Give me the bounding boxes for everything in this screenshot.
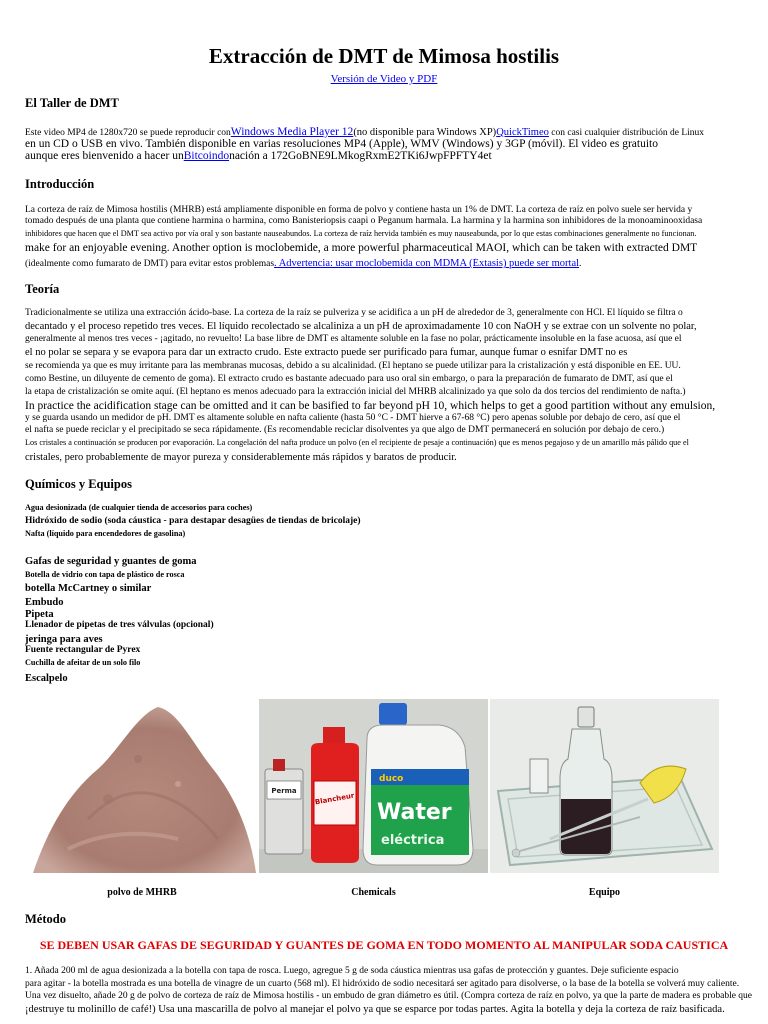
- taller-text: nación a 172GoBNE9LMkogRxmE2TKi6JwpFPFTY4et: [229, 150, 492, 162]
- equipment-photo: [490, 699, 719, 873]
- intro-line-2: tomado después de una planta que contiene harmina o harmina, como Banisteriopsis caapi o Peganum harmala. La harmina y la harmina son inhibidores de la monoaminooxidasa: [25, 216, 703, 226]
- taller-line-2: en un CD o USB en vivo. También disponible en varias resoluciones MP4 (Apple), WMV (Windows) y 3GP (móvil). El video es gratuito: [25, 138, 658, 150]
- quimicos-heading: Químicos y Equipos: [25, 477, 132, 491]
- video-pdf-link-wrap: [0, 73, 768, 85]
- list-item: Escalpelo: [25, 673, 68, 684]
- list-item: Llenador de pipetas de tres válvulas (opcional): [25, 620, 214, 630]
- caption-mhrb: polvo de MHRB: [107, 887, 177, 898]
- teoria-line: la etapa de cristalización se omite aquí. (El heptano es menos adecuado para la extracción inicial del MHRB alcalinizado ya que solo da dos tercios del rendimiento de nafta.): [25, 387, 686, 397]
- taller-text: aunque eres bienvenido a hacer un: [25, 150, 184, 162]
- teoria-line: Tradicionalmente se utiliza una extracción ácido-base. La corteza de la raíz se pulveriza y se acidifica a un pH de alrededor de 3, generalmente con HCl. El líquido se filtra o: [25, 308, 683, 318]
- teoria-line: Los cristales a continuación se producen por evaporación. La congelación del nafta produce un polvo (en el recipiente de pesaje a continuación) que es menos pegajoso y de un amarillo más pálido que el: [25, 438, 689, 447]
- taller-text: con casi cualquier distribución de Linux: [548, 128, 705, 138]
- metodo-line: Una vez disuelto, añade 20 g de polvo de corteza de raíz de Mimosa hostilis - un embudo de gran diámetro es útil. (Compra corteza de raíz en polvo, ya que la parte de madera es probable que: [25, 991, 753, 1001]
- metodo-heading: Método: [25, 912, 66, 926]
- teoria-line: como Bestine, un diluyente de cemento de goma). El extracto crudo es bastante adecuado para uso oral sin embargo, o para la preparación de fumarato de DMT, así que el: [25, 374, 673, 384]
- mhrb-powder-photo: [28, 699, 256, 873]
- equipment-image: [490, 699, 719, 873]
- list-item: Agua desionizada (de cualquier tienda de accesorios para coches): [25, 503, 253, 512]
- list-item: Cuchilla de afeitar de un solo filo: [25, 658, 141, 667]
- intro-line-5: [25, 258, 758, 270]
- taller-heading: El Taller de DMT: [25, 96, 119, 110]
- mhrb-powder-image: [28, 699, 256, 873]
- teoria-line: el no polar se separa y se evapora para dar un extracto crudo. Este extracto puede ser purificado para fumar, aunque fumar o esnifar DMT no es: [25, 347, 628, 358]
- windows-media-player-link[interactable]: Windows Media Player 12: [230, 126, 354, 138]
- list-item: Gafas de seguridad y guantes de goma: [25, 556, 197, 567]
- safety-warning: SE DEBEN USAR GAFAS DE SEGURIDAD Y GUANTES DE GOMA EN TODO MOMENTO AL MANIPULAR SODA CAUSTICA: [39, 938, 729, 952]
- list-item: Embudo: [25, 597, 64, 608]
- chem-can-label: Perma: [271, 787, 297, 795]
- chem-jug-brand: duco: [379, 774, 404, 784]
- taller-line-3: [25, 150, 758, 163]
- list-item: Botella de vidrio con tapa de plástico de rosca: [25, 570, 185, 579]
- teoria-line: el nafta se puede reciclar y el precipitado se seca rápidamente. (Es recomendable reciclar disolventes ya que algo de DMT permanecerá en solución por debajo de cero.): [25, 425, 665, 435]
- metodo-line: 1. Añada 200 ml de agua desionizada a la botella con tapa de rosca. Luego, agregue 5 g de soda cáustica mientras usa gafas de protección y guantes. Deje suficiente espacio: [25, 966, 679, 976]
- page-title: Extracción de DMT de Mimosa hostilis: [208, 44, 560, 68]
- chem-jug-main-label: Water: [377, 800, 452, 825]
- intro-line-4: make for an enjoyable evening. Another option is moclobemide, a more powerful pharmaceutical MAOI, which can be taken with extracted DMT: [25, 242, 698, 254]
- bitcoin-link[interactable]: Bitcoindo: [183, 150, 230, 162]
- list-item: Pipeta: [25, 609, 54, 620]
- list-item: jeringa para aves: [25, 634, 103, 645]
- teoria-line: se recomienda ya que es muy irritante para las membranas mucosas, debido a su alcalinidad. (El heptano se puede utilizar para la cristalización y está disponible en EE. UU.: [25, 361, 681, 371]
- teoria-line: generalmente al menos tres veces - ¡agitado, no revuelto! La base libre de DMT es altamente soluble en la fase no polar, prácticamente insoluble en la fase acuosa, así que el: [25, 334, 682, 344]
- teoria-line: y se guarda usando un medidor de pH. DMT es altamente soluble en nafta caliente (hasta 50 °C - DMT hierve a 67-68 °C) pero apenas soluble por debajo de cero, así que el: [25, 413, 681, 423]
- intro-text: .: [579, 259, 582, 269]
- taller-text: (no disponible para Windows XP): [353, 127, 497, 138]
- teoria-line: cristales, pero probablemente de mayor pureza y considerablemente más rápidos y baratos de producir.: [25, 452, 457, 463]
- chem-jug-sub-label: eléctrica: [381, 833, 445, 848]
- caption-chemicals: Chemicals: [351, 887, 396, 898]
- chemicals-photo: [259, 699, 488, 873]
- teoria-heading: Teoría: [25, 282, 60, 296]
- metodo-line: ¡destruye tu molinillo de café!) Usa una mascarilla de polvo al manejar el polvo ya que se esparce por todas partes. Agita la botella y deja la corteza de raíz basificada.: [25, 1004, 725, 1015]
- intro-line-3: inhibidores que hacen que el DMT sea activo por vía oral y son bastante nauseabundos. La corteza de raíz hervida también es muy nauseabunda, por lo que estas combinaciones generalmente no funcionan.: [25, 229, 697, 238]
- moclobemide-warning-link[interactable]: . Advertencia: usar moclobemida con MDMA (Éxtasis) puede ser mortal: [274, 258, 580, 269]
- intro-line-1: La corteza de raíz de Mimosa hostilis (MHRB) está ampliamente disponible en forma de polvo y contiene hasta un 1% de DMT. La corteza de raíz en polvo suele ser hervida y: [25, 205, 693, 215]
- video-pdf-link[interactable]: Versión de Video y PDF: [330, 73, 438, 85]
- teoria-line: In practice the acidification stage can be omitted and it can be basified to far beyond pH 10, which helps to get a good partition without any emulsion,: [25, 400, 716, 412]
- chem-bottle-label: Blancheur: [314, 791, 355, 807]
- intro-heading: Introducción: [25, 177, 95, 191]
- metodo-line: para agitar - la botella mostrada es una botella de vinagre de un cuarto (568 ml). El hidróxido de sodio necesitará ser agitado para disolverse, o la base de la botella se volverá muy caliente.: [25, 979, 740, 989]
- list-item: botella McCartney o similar: [25, 583, 152, 594]
- intro-text: (idealmente como fumarato de DMT) para evitar estos problemas: [25, 259, 275, 269]
- caption-equipo: Equipo: [588, 887, 621, 898]
- quicktime-link[interactable]: QuickTimeo: [496, 127, 549, 138]
- taller-text: Este video MP4 de 1280x720 se puede reproducir con: [25, 128, 231, 138]
- list-item: Hidróxido de sodio (soda cáustica - para destapar desagües de tiendas de bricolaje): [25, 516, 361, 526]
- list-item: Fuente rectangular de Pyrex: [25, 645, 141, 655]
- list-item: Nafta (líquido para encendedores de gasolina): [25, 529, 186, 538]
- teoria-line: decantado y el proceso repetido tres veces. El líquido recolectado se alcaliniza a un pH de aproximadamente 10 con NaOH y se extrae con un solvente no polar,: [25, 321, 697, 332]
- chemicals-image: [259, 699, 488, 873]
